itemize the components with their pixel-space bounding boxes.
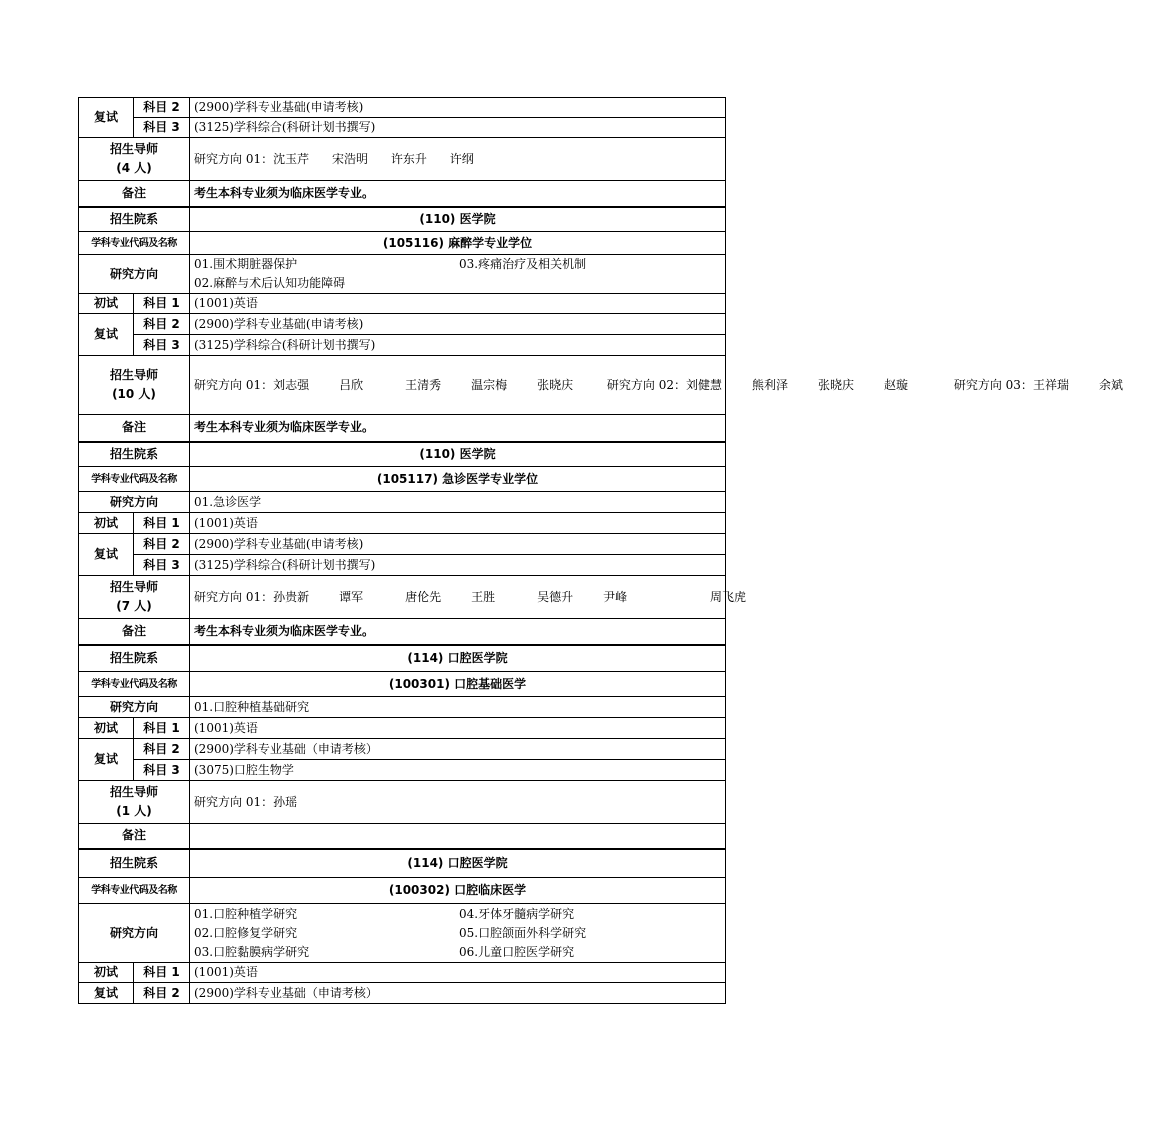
subject1-value: (1001)英语 [190,513,726,534]
direction-label: 研究方向 [79,492,190,513]
table-row [79,672,726,697]
remarks-label: 备注 [79,619,190,645]
subject1-value: (1001)英语 [190,294,726,314]
direction-list [190,904,726,963]
supervisor-name: 王清秀 [405,377,442,392]
direction-item: 02.麻醉与术后认知功能障碍 [194,276,346,290]
supervisor-name: 谭军 [339,589,364,604]
table-row [79,335,726,356]
subject2-value: (2900)学科专业基础(申请考核) [190,314,726,335]
table-row [79,356,726,415]
supervisor-name: 刘健慧 [686,377,723,392]
table-row [79,181,726,207]
supervisor-label: 招生导师 [109,368,158,382]
subject2-value: (2900)学科专业基础（申请考核） [190,983,726,1004]
supervisor-name: 吕欣 [339,377,364,392]
direction-label: 研究方向 [79,697,190,718]
major-value: (100301) 口腔基础医学 [190,672,726,697]
table-row [79,645,726,672]
table-row [79,534,726,555]
major-label: 学科专业代码及名称 [79,878,190,904]
retest-label: 复试 [79,98,134,138]
supervisor-name: 吴德升 [537,589,574,604]
table-row [79,849,726,878]
supervisor-prefix: 研究方向 03： [953,377,1033,392]
table-row [79,442,726,467]
supervisor-count: (10 人) [112,387,156,401]
supervisor-name: 周飞虎 [709,589,746,604]
table-row [79,878,726,904]
supervisor-name: 张晓庆 [818,377,855,392]
admissions-table [78,97,1123,1004]
remarks-value: 考生本科专业须为临床医学专业。 [190,619,726,645]
department-value: (110) 医学院 [190,207,726,232]
table-row [79,232,726,255]
supervisor-label-cell [79,138,190,181]
table-row [79,904,726,963]
direction-item: 01.围术期脏器保护 [194,257,298,271]
table-row [79,415,726,442]
retest-label: 复试 [79,314,134,356]
table-row [79,492,726,513]
direction-item: 02.口腔修复学研究 [194,925,298,940]
table-row [79,760,726,781]
admissions-table-page [78,97,1123,1004]
supervisor-prefix: 研究方向 01： [194,377,274,392]
subject3-label: 科目 3 [134,335,190,356]
remarks-label: 备注 [79,415,190,442]
supervisor-name: 熊利泽 [752,377,789,392]
supervisor-list: 研究方向 01：孙瑶 [190,781,726,824]
subject1-label: 科目 1 [134,963,190,983]
subject2-label: 科目 2 [134,98,190,118]
supervisor-name: 王祥瑞 [1032,377,1069,392]
subject1-label: 科目 1 [134,294,190,314]
table-row [79,207,726,232]
direction-label: 研究方向 [79,904,190,963]
major-value: (105117) 急诊医学专业学位 [190,467,726,492]
supervisor-name: 唐伦先 [405,589,442,604]
table-row [79,619,726,645]
direction-item: 01.口腔种植基础研究 [190,697,726,718]
remarks-value [190,824,726,849]
table-row [79,555,726,576]
supervisor-list [190,576,746,619]
subject3-value: (3075)口腔生物学 [190,760,726,781]
supervisor-name: 温宗梅 [471,377,508,392]
direction-item: 05.口腔颌面外科学研究 [459,925,587,940]
table-row [79,255,726,294]
subject2-label: 科目 2 [134,983,190,1004]
supervisor-label-cell [79,781,190,824]
table-row [79,739,726,760]
direction-item: 01.急诊医学 [190,492,726,513]
department-label: 招生院系 [79,442,190,467]
supervisor-prefix: 研究方向 01： [194,589,274,604]
table-row [79,718,726,739]
supervisor-list: 研究方向 01：沈玉芹 宋浩明 许东升 许纲 [190,138,726,181]
table-row [79,118,726,138]
major-value: (100302) 口腔临床医学 [190,878,726,904]
major-label: 学科专业代码及名称 [79,232,190,255]
remarks-value: 考生本科专业须为临床医学专业。 [190,415,726,442]
major-label: 学科专业代码及名称 [79,672,190,697]
supervisor-label-cell [79,356,190,415]
subject1-value: (1001)英语 [190,963,726,983]
table-row [79,781,726,824]
remarks-label: 备注 [79,824,190,849]
direction-item: 04.牙体牙髓病学研究 [459,906,575,921]
subject3-value: (3125)学科综合(科研计划书撰写) [190,118,726,138]
subject2-value: (2900)学科专业基础(申请考核) [190,534,726,555]
table-row [79,576,726,619]
table-row [79,314,726,335]
supervisor-row [194,588,627,607]
subject3-value: (3125)学科综合(科研计划书撰写) [190,335,726,356]
supervisor-count: (1 人) [116,804,152,818]
direction-list [190,255,726,294]
retest-label: 复试 [79,739,134,781]
department-label: 招生院系 [79,207,190,232]
supervisor-row [954,376,1165,395]
initial-label: 初试 [79,718,134,739]
supervisor-row [194,376,603,395]
remarks-label: 备注 [79,181,190,207]
supervisor-count: (4 人) [116,161,152,175]
table-row [79,513,726,534]
direction-label: 研究方向 [79,255,190,294]
table-row [79,467,726,492]
subject1-label: 科目 1 [134,513,190,534]
supervisor-row [631,588,746,607]
supervisor-row [607,376,950,395]
direction-item: 01.口腔种植学研究 [194,906,298,921]
table-row [79,294,726,314]
supervisor-list [190,356,1123,415]
supervisor-prefix: 研究方向 02： [606,377,687,392]
table-row [79,138,726,181]
supervisor-name: 赵璇 [884,377,909,392]
table-row [79,824,726,849]
supervisor-name: 孙贵新 [273,589,310,604]
subject1-value: (1001)英语 [190,718,726,739]
department-value: (114) 口腔医学院 [190,645,726,672]
direction-item: 06.儿童口腔医学研究 [459,944,575,959]
supervisor-label: 招生导师 [109,580,158,594]
subject2-label: 科目 2 [134,314,190,335]
department-label: 招生院系 [79,849,190,878]
department-value: (110) 医学院 [190,442,726,467]
department-value: (114) 口腔医学院 [190,849,726,878]
supervisor-label-cell [79,576,190,619]
table-row [79,983,726,1004]
subject3-value: (3125)学科综合(科研计划书撰写) [190,555,726,576]
subject3-label: 科目 3 [134,555,190,576]
table-row [79,98,726,118]
retest-label: 复试 [79,983,134,1004]
supervisor-name: 余斌 [1098,377,1123,392]
supervisor-count: (7 人) [116,599,152,613]
major-value: (105116) 麻醉学专业学位 [190,232,726,255]
subject2-label: 科目 2 [134,739,190,760]
subject3-label: 科目 3 [134,760,190,781]
subject2-value: (2900)学科专业基础(申请考核) [190,98,726,118]
retest-label: 复试 [79,534,134,576]
subject1-label: 科目 1 [134,718,190,739]
subject2-value: (2900)学科专业基础（申请考核） [190,739,726,760]
supervisor-name: 王胜 [471,589,496,604]
subject3-label: 科目 3 [134,118,190,138]
subject2-label: 科目 2 [134,534,190,555]
supervisor-label: 招生导师 [109,785,158,799]
table-row [79,697,726,718]
supervisor-name: 尹峰 [603,589,628,604]
supervisor-name: 刘志强 [273,377,310,392]
major-label: 学科专业代码及名称 [79,467,190,492]
table-row [79,963,726,983]
direction-item: 03.口腔黏膜病学研究 [194,944,310,959]
direction-item: 03.疼痛治疗及相关机制 [459,257,587,271]
supervisor-label: 招生导师 [109,142,158,156]
supervisor-name: 张晓庆 [537,377,574,392]
initial-label: 初试 [79,963,134,983]
initial-label: 初试 [79,513,134,534]
initial-label: 初试 [79,294,134,314]
department-label: 招生院系 [79,645,190,672]
remarks-value: 考生本科专业须为临床医学专业。 [190,181,726,207]
